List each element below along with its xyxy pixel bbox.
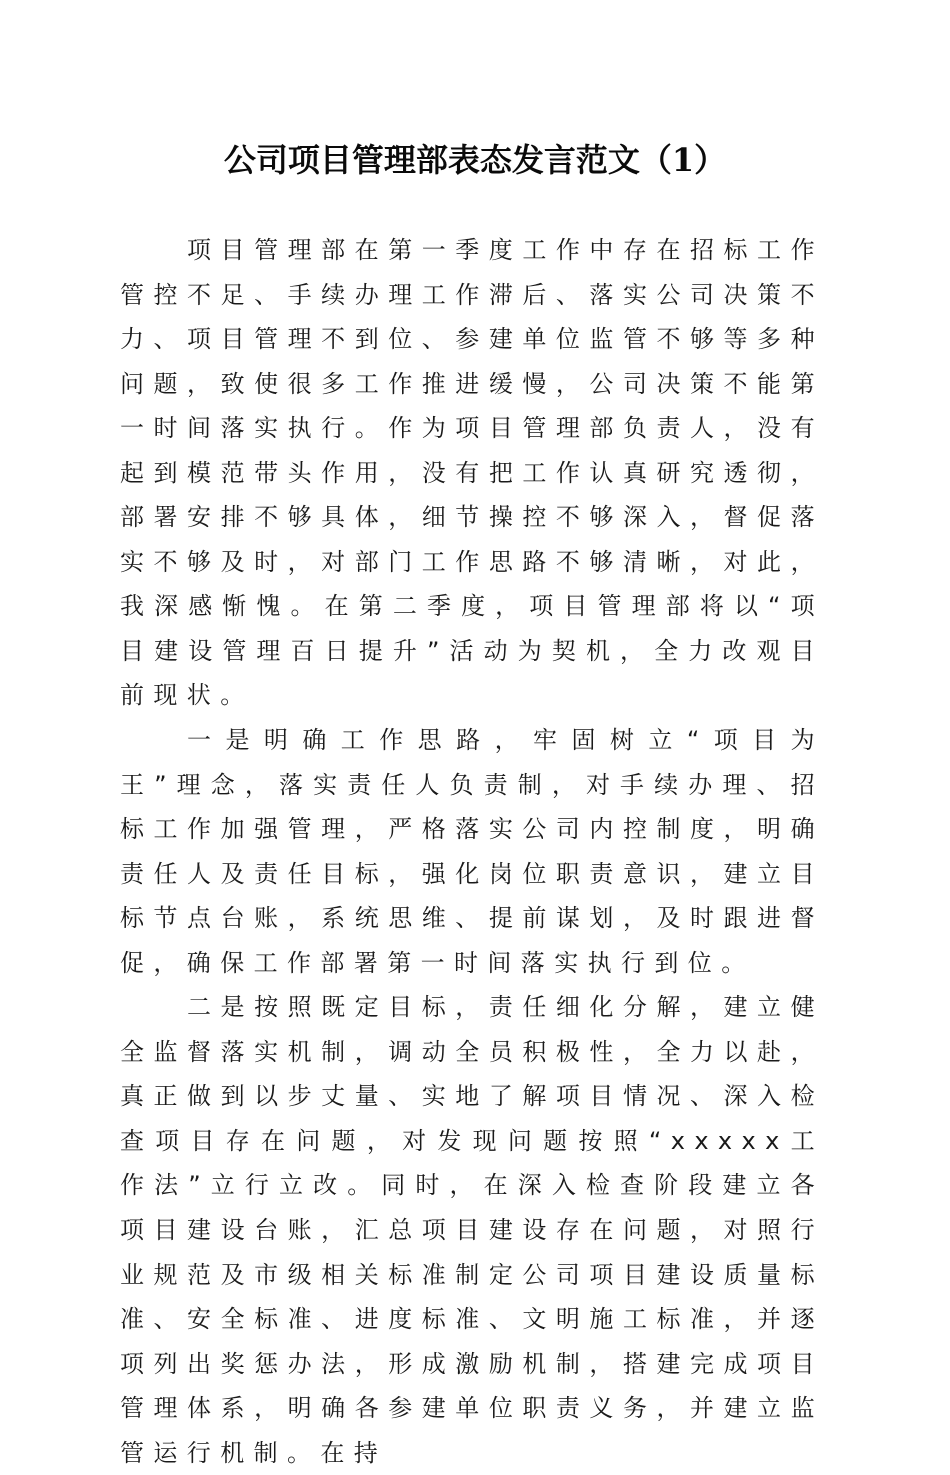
paragraph-point-one: 一是明确工作思路，牢固树立“项目为王”理念，落实责任人负责制，对手续办理、招标工作加强管理，严格落实公司内控制度，明确责任人及责任目标，强化岗位职责意识，建立目标节点台账，系统思维、提前谋划，及时跟进督促，确保工作部署第一时间落实执行到位。 — [120, 726, 824, 977]
paragraph-intro: 项目管理部在第一季度工作中存在招标工作管控不足、手续办理工作滞后、落实公司决策不力、项目管理不到位、参建单位监管不够等多种问题，致使很多工作推进缓慢，公司决策不能第一时间落实执行。作为项目管理部负责人，没有起到模范带头作用，没有把工作认真研究透彻，部署安排不够具体，细节操控不够深入，督促落实不够及时，对部门工作思路不够清晰，对此，我深感惭愧。在第二季度，项目管理部将以“项目建设管理百日提升”活动为契机，全力改观目前现状。 — [120, 236, 824, 710]
document-body — [120, 228, 824, 1475]
paragraph-point-two: 二是按照既定目标，责任细化分解，建立健全监督落实机制，调动全员积极性，全力以赴，真正做到以步丈量、实地了解项目情况、深入检查项目存在问题，对发现问题按照“xxxxx工作法”立行立改。同时，在深入检查阶段建立各项目建设台账，汇总项目建设存在问题，对照行业规范及市级相关标准制定公司项目建设质量标准、安全标准、进度标准、文明施工标准，并逐项列出奖惩办法，形成激励机制，搭建完成项目管理体系，明确各参建单位职责义务，并建立监管运行机制。在持 — [120, 993, 824, 1467]
document-title: 公司项目管理部表态发言范文（1） — [223, 141, 727, 179]
